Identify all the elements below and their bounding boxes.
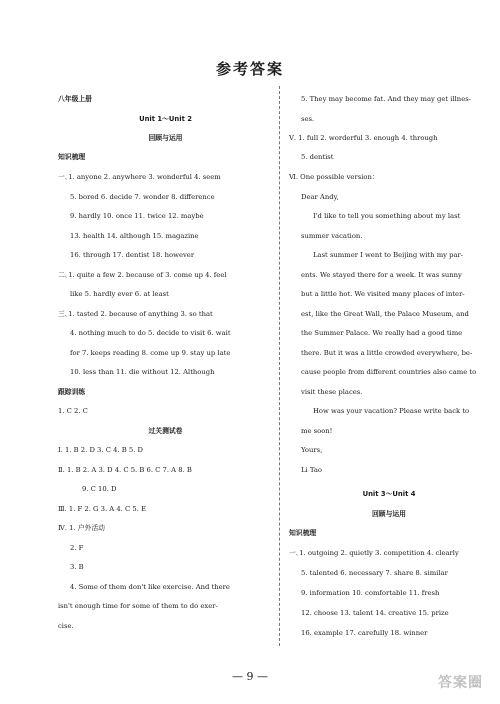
- answer-line: 5. dentist: [301, 153, 334, 161]
- letter-line: ents. We stayed there for a week. It was sunny: [301, 271, 462, 279]
- section-knowledge: 知识梳理: [289, 529, 317, 537]
- letter-line: the Summer Palace. We really had a good time: [301, 329, 463, 337]
- answer-line: 一､1. anyone 2. anywhere 3. wonderful 4. seem: [58, 173, 221, 181]
- answer-line: 2. F: [70, 544, 84, 552]
- letter-line: but a little hot. We visited many places of inter-: [301, 290, 465, 298]
- letter-line: cause people from different countries also came to: [301, 368, 477, 376]
- answer-line: like 5. hardly ever 6. at least: [70, 290, 169, 298]
- answer-line: 16. through 17. dentist 18. however: [70, 251, 195, 259]
- page-number: — 9 —: [232, 670, 268, 683]
- answer-line: Ⅲ. 1. F 2. G 3. A 4. C 5. E: [58, 505, 146, 513]
- page-title: 参考答案: [215, 60, 284, 78]
- answer-line: Ⅱ. 1. B 2. A 3. D 4. C 5. B 6. C 7. A 8. B: [58, 466, 192, 474]
- section-knowledge: 知识梳理: [58, 153, 86, 161]
- grade-heading: 八年级上册: [58, 95, 92, 103]
- letter-line: me soon!: [301, 427, 333, 435]
- column-divider: [279, 86, 280, 646]
- answer-line: ses.: [301, 115, 315, 123]
- answer-line: 5. They may become fat. And they may get illnes-: [301, 95, 471, 103]
- letter-line: I'd like to tell you something about my last: [313, 212, 461, 220]
- letter-line: Yours,: [301, 446, 323, 454]
- answer-line: 4. nothing much to do 5. decide to visit 6. wait: [70, 329, 231, 337]
- answer-line: Ⅳ. 1. 户外活动: [58, 524, 105, 532]
- answer-line: 1. C 2. C: [58, 407, 88, 415]
- unit-heading: Unit 1～Unit 2: [139, 115, 192, 123]
- answer-line: 9. information 10. comfortable 11. fresh: [301, 589, 440, 597]
- test-heading: 过关测试卷: [148, 427, 183, 435]
- letter-line: Last summer I went to Beijing with my par-: [313, 251, 464, 259]
- answer-line: 4. Some of them don't like exercise. And there: [70, 583, 230, 591]
- letter-line: est, like the Great Wall, the Palace Museum, and: [301, 310, 469, 318]
- answer-line: Ⅰ. 1. B 2. D 3. C 4. B 5. D: [58, 446, 143, 454]
- section-tracking: 跟踪训练: [58, 388, 86, 396]
- watermark-logo: 答案圈: [438, 675, 483, 691]
- letter-line: How was your vacation? Please write back to: [313, 407, 470, 415]
- answer-line: 3. B: [70, 563, 84, 571]
- answer-line: 三､1. tasted 2. because of anything 3. so that: [58, 310, 213, 318]
- answer-line: 5. bored 6. decide 7. wonder 8. difference: [70, 193, 215, 201]
- letter-line: there. But it was a little crowded everywhere, be-: [301, 349, 473, 357]
- answer-line: for 7. keeps reading 8. come up 9. stay up late: [70, 349, 231, 357]
- answer-line: 16. example 17. carefully 18. winner: [301, 629, 428, 637]
- answer-line: 二､1. quite a few 2. because of 3. come up 4. feel: [58, 271, 227, 279]
- letter-line: visit these places.: [301, 388, 363, 396]
- letter-line: summer vacation.: [301, 232, 363, 240]
- unit-heading: Unit 3～Unit 4: [362, 490, 416, 498]
- section-review: 回顾与运用: [372, 510, 406, 518]
- answer-line: 一､1. outgoing 2. quietly 3. competition 4. clearly: [289, 549, 459, 557]
- answer-line: isn't enough time for some of them to do exer-: [58, 602, 218, 610]
- answer-line: Ⅴ. 1. full 2. worderful 3. enough 4. through: [289, 134, 438, 142]
- answer-line: Ⅵ. One possible version：: [289, 173, 379, 181]
- answer-line: cise.: [58, 622, 74, 630]
- section-review: 回顾与运用: [148, 134, 183, 142]
- answer-line: 12. choose 13. talent 14. creative 15. prize: [301, 609, 449, 617]
- answer-line: 10. less than 11. die without 12. Although: [70, 368, 215, 376]
- letter-line: Li Tao: [301, 466, 322, 474]
- answer-line: 5. talented 6. necessary 7. share 8. similar: [301, 569, 448, 577]
- answer-line: 13. health 14. although 15. magazine: [70, 232, 199, 240]
- letter-line: Dear Andy,: [301, 193, 339, 201]
- answer-line: 9. C 10. D: [82, 485, 117, 493]
- answer-line: 9. hardly 10. once 11. twice 12. maybe: [70, 212, 204, 220]
